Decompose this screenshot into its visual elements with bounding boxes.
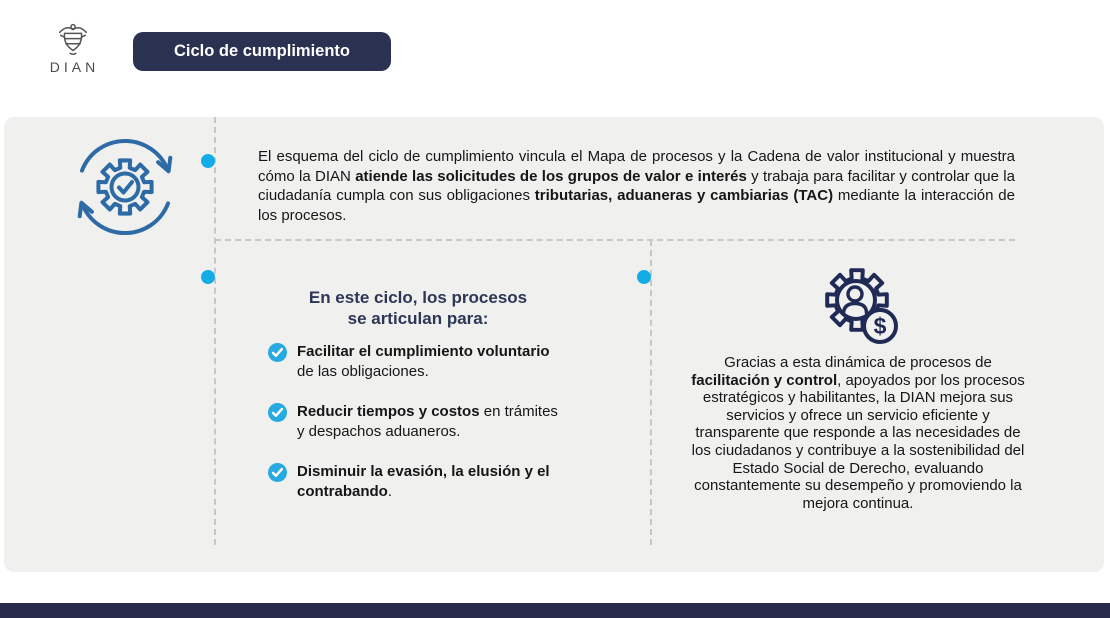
check-circle-icon	[268, 403, 287, 422]
bullet-item	[268, 402, 568, 441]
bullet-item	[268, 462, 568, 501]
intro-text-bold: atiende las solicitudes de los grupos de valor e interés	[355, 167, 747, 185]
bullet-text-bold: Facilitar el cumplimiento voluntario	[297, 343, 550, 360]
middle-heading-line: se articulan para:	[347, 309, 489, 328]
bullet-text-rest: .	[387, 482, 393, 500]
middle-heading-line: En este ciclo, los procesos	[308, 288, 528, 307]
middle-heading	[283, 287, 553, 329]
bullet-item	[268, 342, 568, 381]
bullet-text-rest: de las obligaciones.	[297, 362, 429, 380]
divider-vertical-middle	[650, 240, 652, 545]
check-circle-icon	[268, 463, 287, 482]
right-text: Gracias a esta dinámica de procesos de	[724, 354, 992, 371]
right-text: , apoyados por los procesos estratégicos y habilitantes, la DIAN mejora sus servicios y ofrece un servicio eficiente y transparente que responde a las necesidades de los ciudadanos y contribuye a la sostenibilidad del Estado Social de Derecho, evaluando constantemente su desempeño y promoviendo la mejora continua.	[691, 371, 1025, 512]
dian-logo-text: DIAN	[49, 59, 100, 75]
compliance-cycle-gear-check-icon	[73, 135, 177, 239]
bullet-text	[297, 342, 559, 381]
gear-person-dollar-icon	[813, 260, 905, 346]
dian-logo	[44, 22, 102, 75]
cycle-node-ring-icon	[201, 270, 215, 284]
right-paragraph	[688, 354, 1028, 512]
bullet-text-rest: en trámites y despachos aduaneros.	[297, 403, 558, 440]
divider-vertical-left	[214, 117, 216, 545]
bullet-text	[297, 462, 559, 501]
intro-text: mediante la interacción de los procesos.	[258, 187, 1015, 224]
title-badge-label: Ciclo de cumplimiento	[173, 42, 351, 60]
cycle-node-ring-icon	[637, 270, 651, 284]
bullet-list	[268, 342, 568, 522]
dollar-symbol: $	[873, 313, 887, 339]
footer-bar	[0, 603, 1110, 618]
cycle-node-ring-icon	[201, 154, 215, 168]
intro-text-bold: tributarias, aduaneras y cambiarias (TAC)	[534, 187, 834, 204]
bullet-text-bold: Disminuir la evasión, la elusión y el contrabando	[297, 463, 550, 500]
bullet-text-bold: Reducir tiempos y costos	[297, 403, 480, 420]
right-text-bold: facilitación y control	[691, 371, 838, 389]
intro-paragraph	[258, 147, 1015, 225]
divider-horizontal	[215, 239, 1015, 241]
title-badge	[133, 32, 391, 71]
bullet-text	[297, 402, 559, 441]
intro-text: y trabaja para facilitar y controlar que la ciudadanía cumpla con sus obligaciones	[258, 167, 1015, 204]
intro-text: El esquema del ciclo de cumplimiento vincula el Mapa de procesos y la Cadena de valor institucional y muestra cómo la DIAN	[258, 148, 1015, 185]
dian-crest-icon	[51, 22, 95, 58]
check-circle-icon	[268, 343, 287, 362]
